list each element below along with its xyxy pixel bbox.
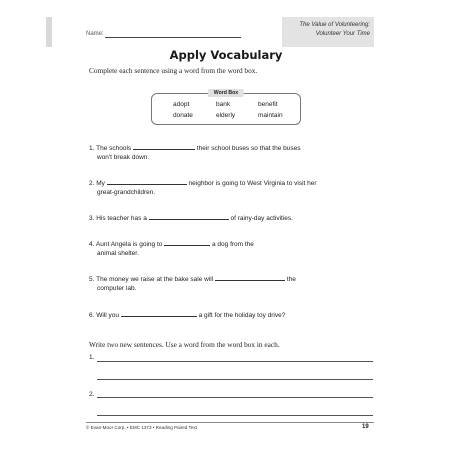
answer-blank[interactable] <box>133 143 195 150</box>
write-line[interactable] <box>97 415 373 416</box>
footer-rule <box>86 422 374 423</box>
header-side-strip <box>46 17 52 47</box>
word-box <box>151 90 301 125</box>
page-number: 19 <box>362 424 369 430</box>
word-box-word: bank <box>216 101 231 108</box>
word-box-word: donate <box>173 112 193 119</box>
word-box-word: adopt <box>173 101 190 108</box>
question-6: 6. Will you a gift for the holiday toy drive? <box>89 312 286 319</box>
word-box-word: maintain <box>258 112 283 119</box>
answer-blank[interactable] <box>164 239 210 246</box>
question-2: 2. My neighbor is going to West Virginia to visit her great-grandchildren. <box>89 180 317 196</box>
header-title: The Value of Volunteering: <box>299 22 370 28</box>
question-4: 4. Aunt Angela is going to a dog from the animal shelter. <box>89 241 254 257</box>
header-subtitle: Volunteer Your Time <box>315 31 370 37</box>
write-line[interactable] <box>97 397 373 398</box>
name-line[interactable] <box>105 37 241 38</box>
header-box <box>282 17 374 47</box>
page-title: Apply Vocabulary <box>169 48 283 62</box>
write-number-1: 1. <box>89 354 95 361</box>
write-instructions: Write two new sentences. Use a word from the word box in each. <box>89 340 280 349</box>
answer-blank[interactable] <box>149 213 229 220</box>
word-box-word: elderly <box>216 112 236 119</box>
instructions: Complete each sentence using a word from the word box. <box>89 66 258 75</box>
question-5: 5. The money we raise at the bake sale will the computer lab. <box>89 276 296 292</box>
question-3: 3. His teacher has a of rainy-day activities. <box>89 215 293 222</box>
question-1: 1. The schools their school buses so that the buses won't break down. <box>89 145 301 161</box>
write-number-2: 2. <box>89 391 95 398</box>
answer-blank[interactable] <box>121 310 197 317</box>
write-line[interactable] <box>97 379 373 380</box>
word-box-word: benefit <box>258 101 278 108</box>
name-label: Name: <box>86 31 104 37</box>
answer-blank[interactable] <box>215 274 285 281</box>
footer-copyright: © Evan-Moor Corp. • EMC 1373 • Reading Paired Text <box>86 425 197 430</box>
word-box-label: Word Box <box>208 89 244 97</box>
write-line[interactable] <box>97 361 373 362</box>
answer-blank[interactable] <box>107 178 187 185</box>
